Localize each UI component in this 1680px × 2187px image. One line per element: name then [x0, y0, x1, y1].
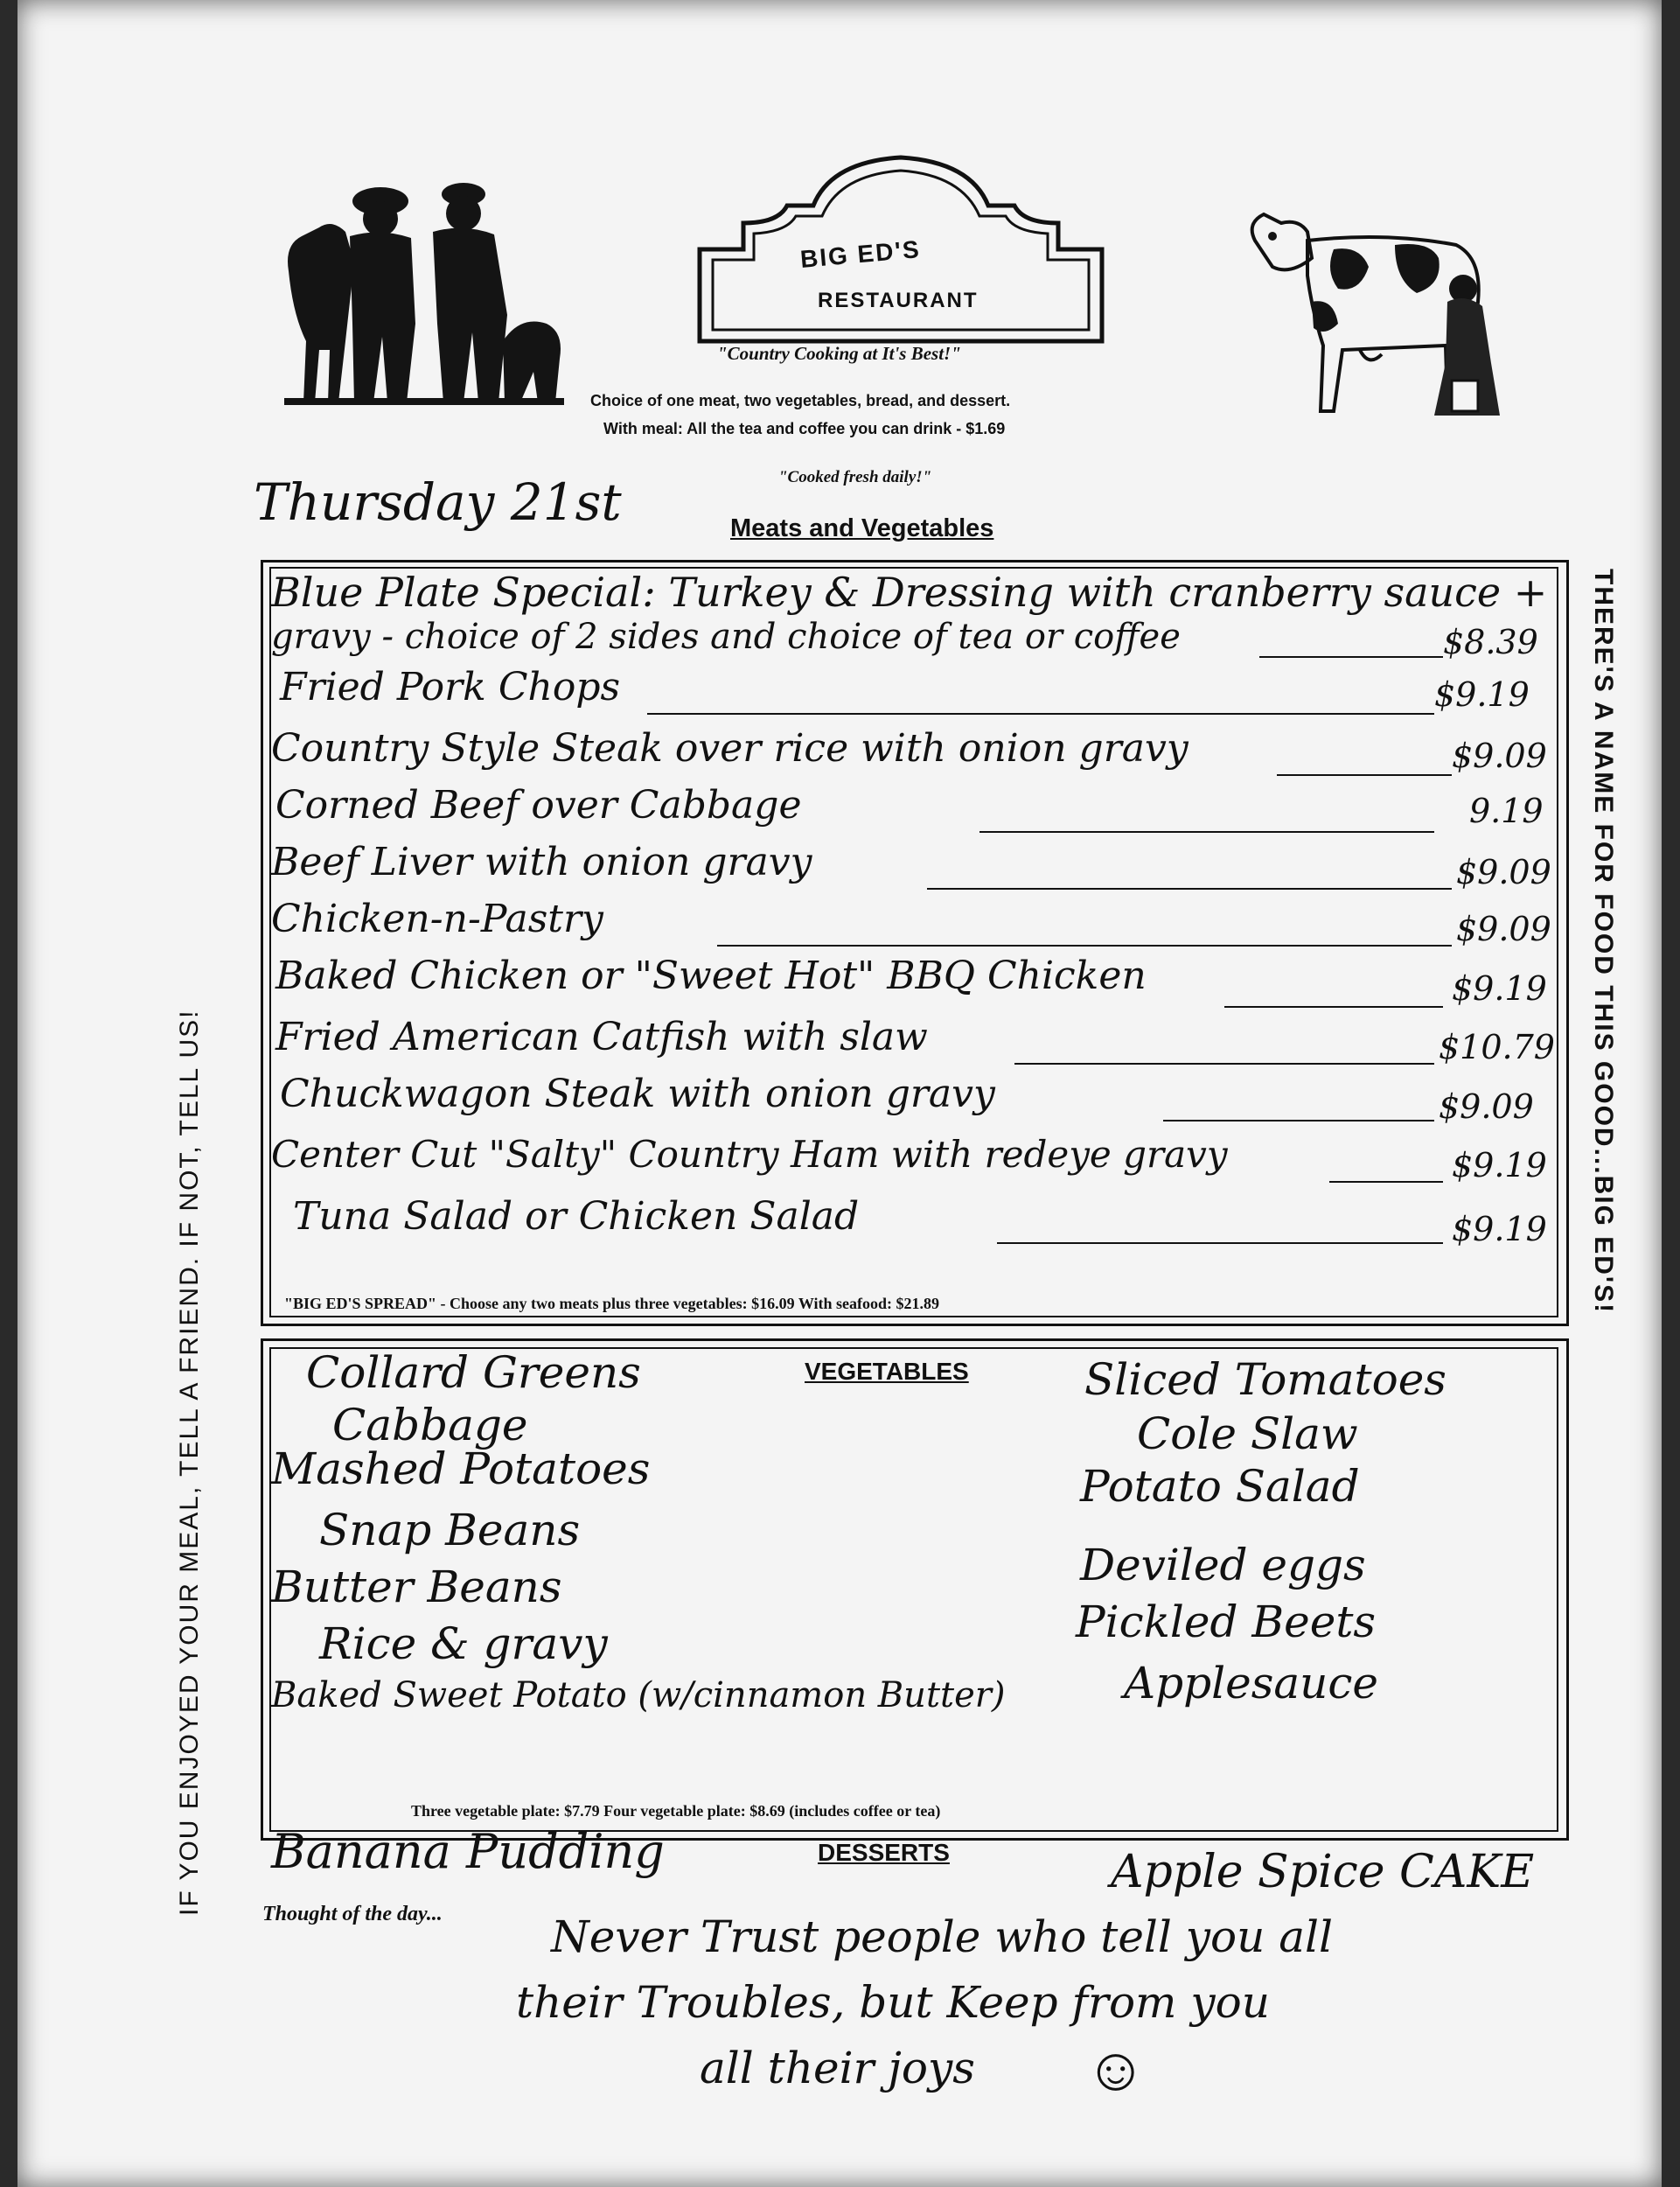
- price-leader-line: [979, 831, 1434, 833]
- left-side-slogan: IF YOU ENJOYED YOUR MEAL, TELL A FRIEND. IF NOT, TELL US!: [175, 1009, 204, 1916]
- vegetable-item: Pickled Beets: [1076, 1597, 1377, 1647]
- meats-title: Meats and Vegetables: [730, 514, 994, 542]
- meat-item-price: $9.09: [1456, 910, 1551, 948]
- right-side-slogan: THERE'S A NAME FOR FOOD THIS GOOD...BIG ED'S!: [1589, 569, 1618, 1315]
- price-leader-line: [647, 713, 1434, 715]
- dessert-item: Apple Spice CAKE: [1111, 1846, 1535, 1898]
- vegetable-item: Rice & gravy: [319, 1618, 608, 1669]
- cooked-fresh-daily: "Cooked fresh daily!": [778, 468, 932, 486]
- thought-line: their Troubles, but Keep from you: [516, 1977, 1270, 2028]
- dessert-item: Banana Pudding: [271, 1824, 665, 1879]
- meat-item-name: Corned Beef over Cabbage: [275, 783, 802, 828]
- meat-item-name: Beef Liver with onion gravy: [271, 840, 812, 884]
- meat-item-name: Chicken-n-Pastry: [271, 897, 603, 941]
- price-leader-line: [997, 1242, 1443, 1244]
- price-leader-line: [1224, 1006, 1443, 1008]
- price-leader-line: [1329, 1181, 1443, 1183]
- smiley-face-icon: ☺: [1084, 2035, 1147, 2103]
- meat-item-name: Center Cut "Salty" Country Ham with redeye gravy: [271, 1133, 1228, 1176]
- meat-item-price: $9.19: [1452, 969, 1547, 1008]
- vegetable-item: Potato Salad: [1080, 1461, 1360, 1512]
- meat-item-name: Chuckwagon Steak with onion gravy: [280, 1072, 995, 1116]
- vegetable-item: Deviled eggs: [1080, 1540, 1366, 1590]
- choice-line-2: With meal: All the tea and coffee you can drink - $1.69: [603, 420, 1006, 437]
- meat-item-price: $9.19: [1452, 1146, 1547, 1184]
- vegetable-plate-prices: Three vegetable plate: $7.79 Four vegetable plate: $8.69 (includes coffee or tea): [411, 1802, 941, 1820]
- vegetable-item: Snap Beans: [319, 1505, 581, 1555]
- cow-milkmaid-illustration: [1229, 206, 1544, 420]
- meat-item-price: $9.09: [1456, 853, 1551, 891]
- vegetable-item: Applesauce: [1124, 1658, 1378, 1708]
- vegetables-title: VEGETABLES: [805, 1358, 969, 1385]
- meat-item-price: 9.19: [1469, 792, 1544, 830]
- meat-item-price: $10.79: [1439, 1028, 1555, 1066]
- meat-item-name: gravy - choice of 2 sides and choice of tea or coffee: [271, 617, 1181, 657]
- meat-item-price: $9.19: [1434, 675, 1530, 714]
- meat-item-name: Fried Pork Chops: [280, 665, 621, 709]
- big-eds-spread: "BIG ED'S SPREAD" - Choose any two meats plus three vegetables: $16.09 With seafood: $21.89: [284, 1295, 940, 1312]
- restaurant-subname: RESTAURANT: [818, 289, 979, 312]
- price-leader-line: [927, 888, 1452, 890]
- meat-item-name: Baked Chicken or "Sweet Hot" BBQ Chicken: [275, 954, 1147, 998]
- price-leader-line: [717, 945, 1452, 947]
- meat-item-name: Country Style Steak over rice with onion gravy: [271, 726, 1189, 771]
- meat-item-price: $9.09: [1439, 1087, 1534, 1126]
- vegetable-item: Sliced Tomatoes: [1084, 1354, 1446, 1405]
- farmers-silhouette-illustration: [284, 175, 573, 411]
- vegetable-item: Mashed Potatoes: [271, 1443, 651, 1494]
- meat-item-price: $9.09: [1452, 737, 1547, 775]
- price-leader-line: [1259, 656, 1443, 658]
- vegetable-item: Butter Beans: [271, 1562, 562, 1612]
- meat-item-name: Tuna Salad or Chicken Salad: [293, 1194, 860, 1239]
- meat-item-name: Fried American Catfish with slaw: [275, 1015, 928, 1059]
- price-leader-line: [1163, 1120, 1434, 1121]
- menu-paper: [17, 0, 1662, 2187]
- menu-day: Thursday 21st: [254, 472, 622, 532]
- vegetable-item: Baked Sweet Potato (w/cinnamon Butter): [271, 1675, 1006, 1715]
- restaurant-name: BIG ED'S: [798, 235, 922, 273]
- thought-of-the-day-label: Thought of the day...: [262, 1903, 443, 1925]
- desserts-title: DESSERTS: [818, 1839, 950, 1866]
- vegetable-item: Collard Greens: [306, 1347, 641, 1398]
- meat-item-price: $9.19: [1452, 1210, 1547, 1248]
- vegetable-item: Cole Slaw: [1137, 1408, 1358, 1459]
- restaurant-tagline: "Country Cooking at It's Best!": [717, 343, 961, 364]
- meat-item-name: Blue Plate Special: Turkey & Dressing with cranberry sauce +: [271, 569, 1548, 616]
- price-leader-line: [1014, 1063, 1434, 1065]
- thought-line: all their joys: [700, 2043, 975, 2093]
- price-leader-line: [1277, 774, 1452, 776]
- choice-line-1: Choice of one meat, two vegetables, bread, and dessert.: [590, 392, 1011, 409]
- vegetable-item: Cabbage: [332, 1400, 528, 1450]
- thought-line: Never Trust people who tell you all: [551, 1911, 1334, 1962]
- meat-item-price: $8.39: [1443, 623, 1538, 661]
